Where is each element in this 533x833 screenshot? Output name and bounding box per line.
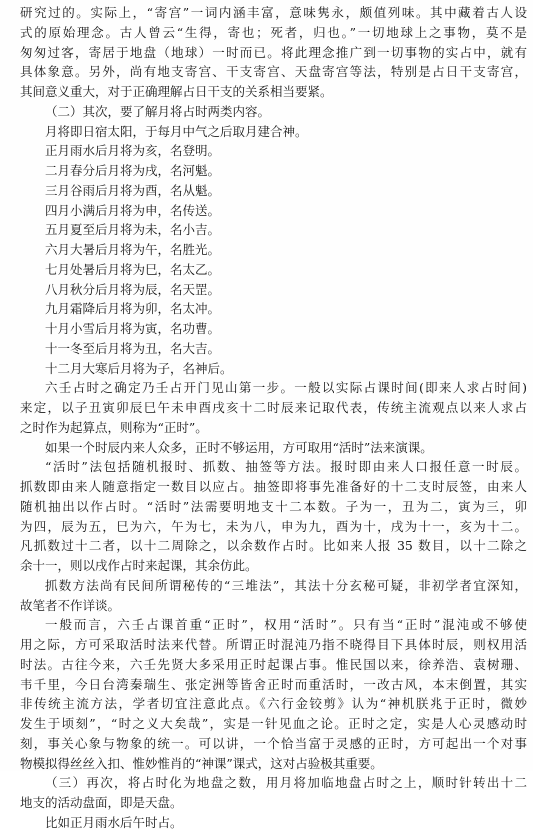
text-line: （二）其次，要了解月将占时两类内容。 <box>45 103 271 119</box>
text-line: 随机抽出以作占时。“活时”法需要明地支十二本数。子为一，丑为二，寅为三，卯 <box>20 498 527 514</box>
text-line: 十一冬至后月将为丑，名大吉。 <box>45 340 221 356</box>
text-line: 六壬占时之确定乃壬占开门见山第一步。一般以实际占课时间(即来人求占时间) <box>45 380 527 396</box>
text-line: 凡抓数过十二者，以十二周除之，以余数作占时。比如来人报 35 数目，以十二除之 <box>20 538 527 554</box>
text-line: 匆匆过客，寄居于地盘（地球）一时而已。将此理念推广到一切事物的实占中，就有 <box>20 44 527 60</box>
text-line: 余十一，则以戌作占时来起课，其余仿此。 <box>20 558 258 573</box>
text-line: 五月夏至后月将为未，名小吉。 <box>45 222 221 238</box>
text-line: 四月小满后月将为申，名传送。 <box>45 202 221 218</box>
text-line: 刻，事关心象与物象的统一。可以讲，一个恰当富于灵感的正时，方可起出一个对事 <box>20 735 527 751</box>
text-line: 如果一个时辰内来人众多，正时不够运用，方可取用“活时”法来演课。 <box>45 439 433 455</box>
text-line: 物模拟得丝丝入扣、惟妙惟肖的“神课”课式，这对占验极其重要。 <box>20 755 383 771</box>
text-line: “活时”法包括随机报时、抓数、抽签等方法。报时即由来人口报任意一时辰。 <box>45 459 527 475</box>
text-line: 来定，以子丑寅卯辰巳午未申酉戌亥十二时辰来记取代表，传统主流观点以来人求占 <box>20 400 527 415</box>
text-line: 研究过的。实际上，“寄宫”一词内涵丰富，意味隽永，颇值列味。其中藏着古人设 <box>20 5 527 20</box>
text-line: 一般而言，六壬占课首重“正时”，权用“活时”。只有当“正时”混沌或不够使 <box>45 617 527 633</box>
text-line: 用之际，方可采取活时法来代替。所谓正时混沌乃指不晓得目下具体时辰，则权用活 <box>20 637 527 652</box>
text-line: 十二月大寒后月将为子，名神后。 <box>45 360 233 376</box>
text-line: 发生于顷刻”，“时之义大矣哉”，实是一针见血之论。正时之定，实是人心灵感动时 <box>20 716 527 731</box>
text-line: 故笔者不作详谈。 <box>20 597 121 613</box>
text-line: 式的原始理念。古人曾云“生得，寄也；死者，归也。”一切地球上之事物，莫不是 <box>20 24 527 40</box>
text-line: 六月大暑后月将为午，名胜光。 <box>45 242 221 257</box>
text-line: 韦千里，今日台湾秦瑞生、张定洲等皆舍正时而重活时，一改古风，本末倒置，其实 <box>20 676 527 692</box>
text-line: 三月谷雨后月将为酉，名从魁。 <box>45 182 221 198</box>
text-line: 二月春分后月将为戌，名河魁。 <box>45 163 221 178</box>
text-line: 正月雨水后月将为亥，名登明。 <box>45 143 221 159</box>
text-line: 月将即日宿太阳，于每月中气之后取月建合神。 <box>45 123 308 139</box>
text-line: 比如正月雨水后午时占。 <box>45 814 183 830</box>
text-line: 抓数方法尚有民间所谓秘传的“三堆法”，其法十分玄秘可疑，非初学者宜深知， <box>45 577 527 593</box>
text-line: 七月处暑后月将为巳，名太乙。 <box>45 261 221 277</box>
text-line: 为四，辰为五，巳为六，午为七，未为八，申为九，酉为十，戌为十一，亥为十二。 <box>20 518 527 534</box>
text-line: 具体象意。另外，尚有地支寄宫、干支寄宫、天盘寄宫等法，特别是占日干支寄宫， <box>20 64 527 80</box>
text-line: 之时作为起算点，则称为“正时”。 <box>20 419 208 435</box>
text-line: 十月小雪后月将为寅，名功曹。 <box>45 321 221 336</box>
text-line: 时法。古往今来，六壬先贤大多采用正时起课占事。惟民国以来，徐养浩、袁树珊、 <box>20 656 527 672</box>
text-line: （三）再次，将占时化为地盘之数，用月将加临地盘占时之上，顺时针转出十二 <box>45 775 527 791</box>
text-line: 非传统主流方法，学者切宜注意此点。《六行金铰剪》认为“神机朕兆于正时，微妙 <box>20 696 527 712</box>
text-line: 九月霜降后月将为卯，名太冲。 <box>45 301 221 317</box>
text-line: 其间意义重大，对于正确理解占日干支的关系相当要紧。 <box>20 84 333 99</box>
text-line: 地支的活动盘面，即是天盘。 <box>20 795 183 810</box>
text-line: 八月秋分后月将为辰，名天罡。 <box>45 281 221 297</box>
text-line: 抓数即由来人随意指定一数目以应占。抽签即将事先准备好的十二支时辰签，由来人 <box>20 479 527 494</box>
